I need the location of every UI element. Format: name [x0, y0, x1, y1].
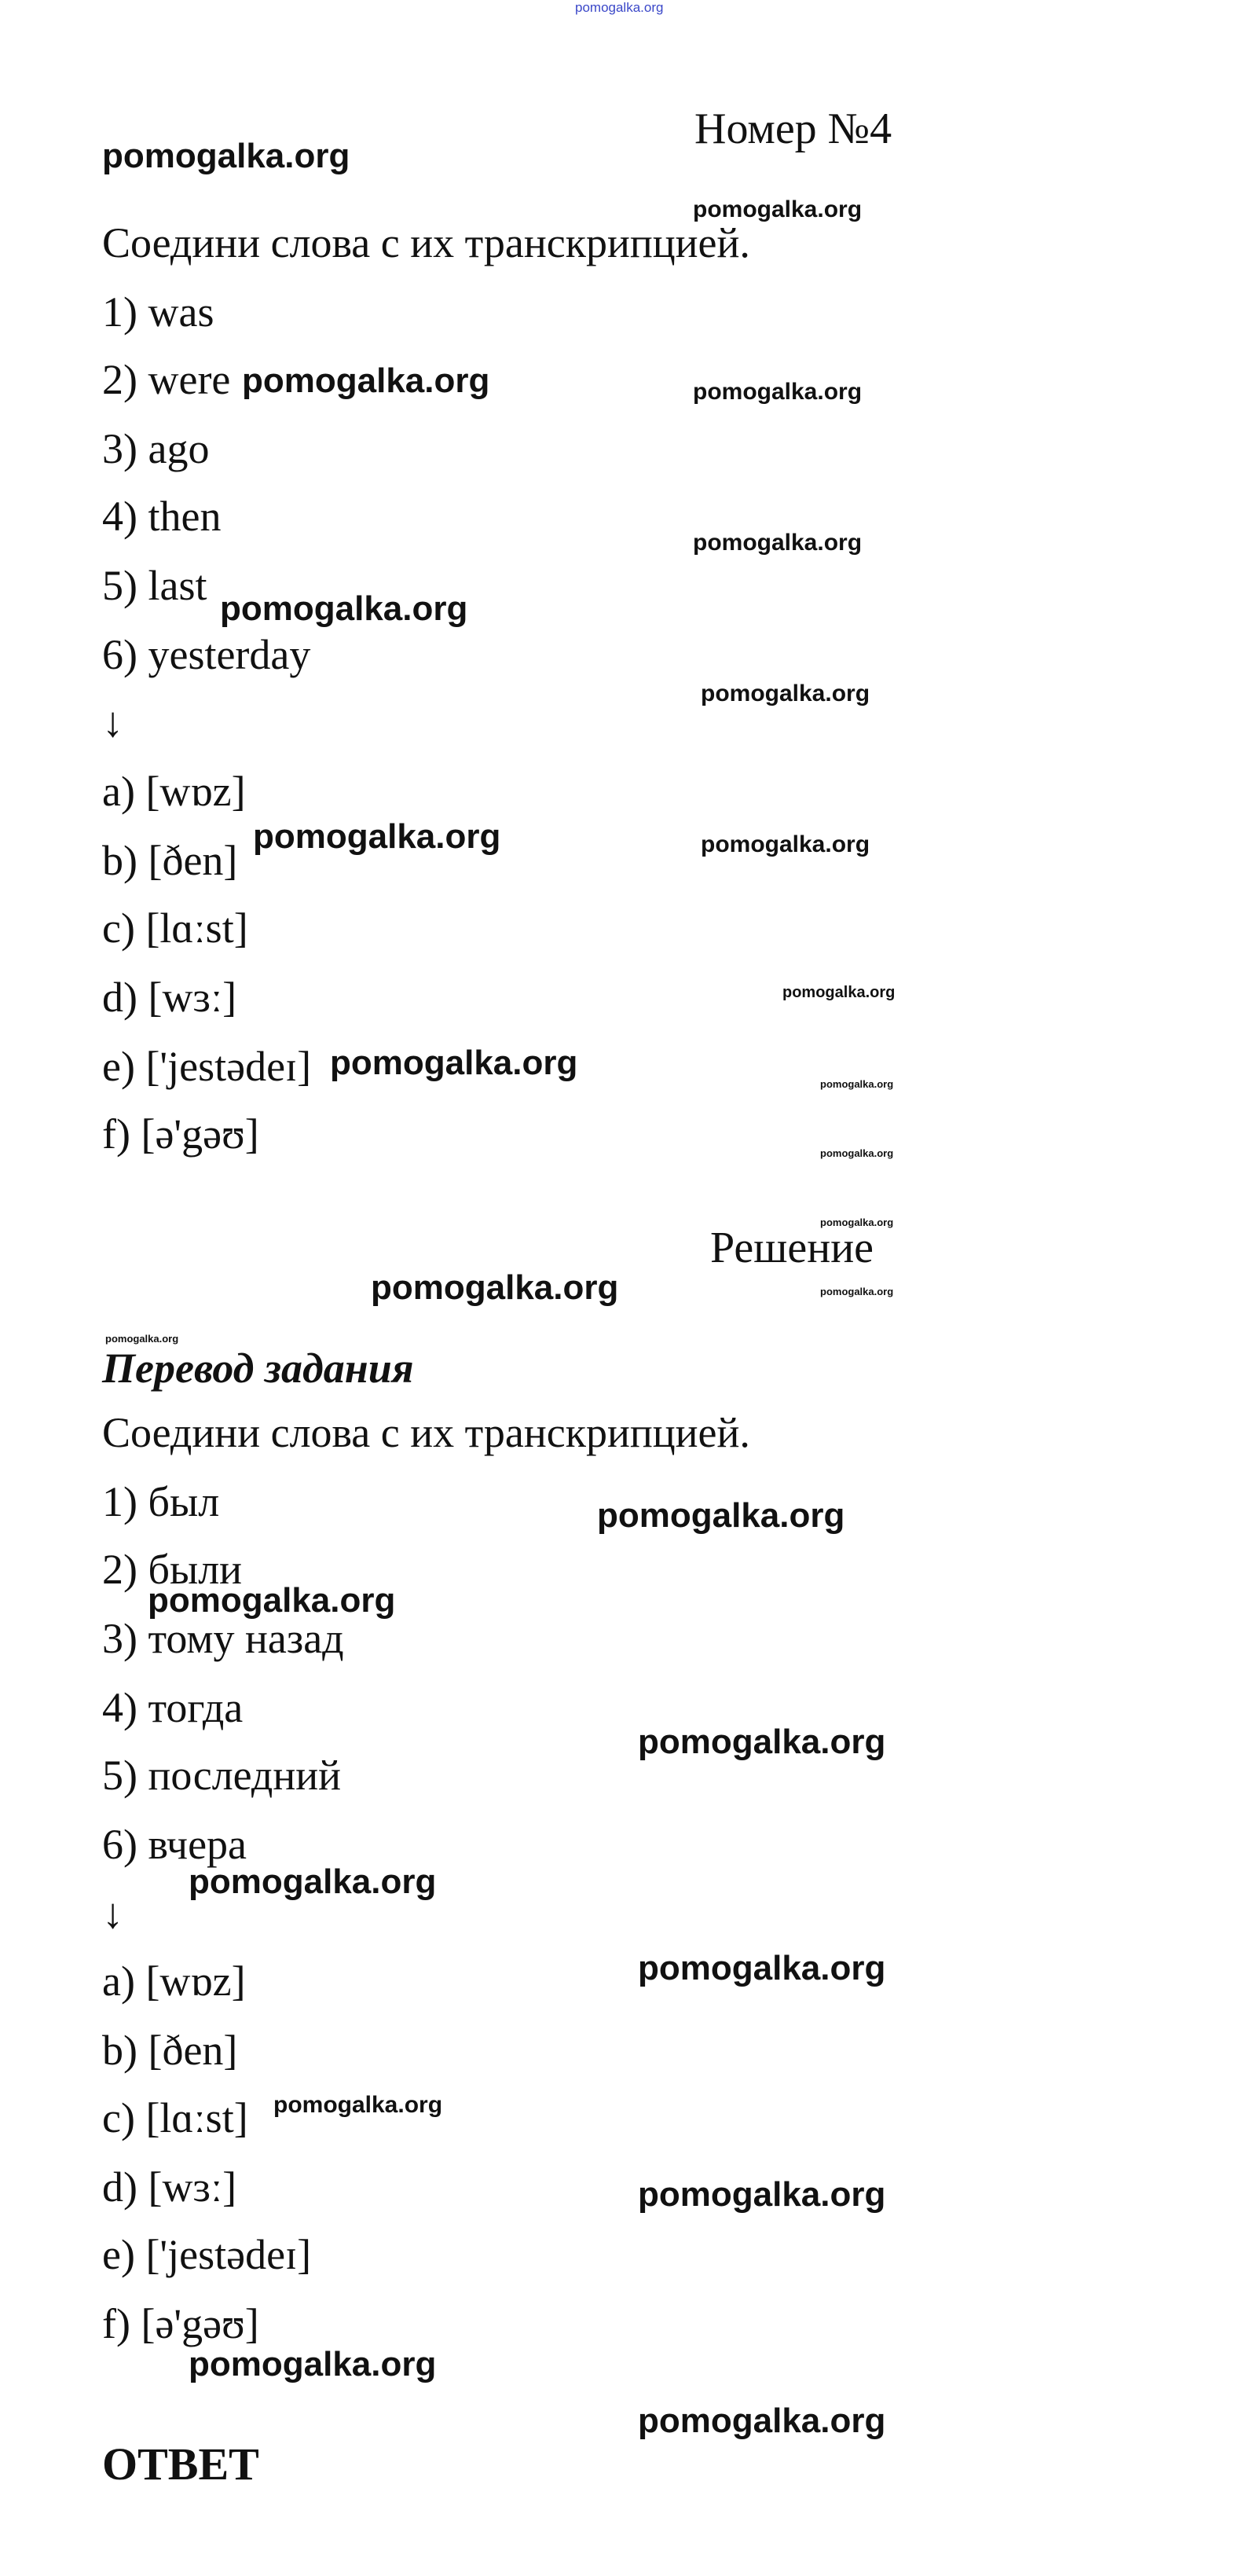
watermark: pomogalka.org [820, 1286, 894, 1297]
word-item: 3) ago [102, 425, 210, 472]
word-item: 2) were [102, 356, 231, 403]
watermark: pomogalka.org [189, 2345, 437, 2383]
watermark: pomogalka.org [105, 1333, 179, 1345]
word-item: 4) then [102, 493, 222, 540]
answer-label: ОТВЕТ [102, 2438, 259, 2490]
watermark: pomogalka.org [693, 196, 863, 222]
translation-word: 5) последний [102, 1752, 342, 1799]
solution-title: Решение [710, 1224, 874, 1272]
transcription-item: e) ['jestədeɪ] [102, 2231, 312, 2278]
watermark: pomogalka.org [693, 530, 863, 556]
watermark: pomogalka.org [148, 1581, 396, 1620]
transcription-item: c) [lɑːst] [102, 905, 248, 952]
transcription-item: b) [ðen] [102, 837, 238, 884]
watermark: pomogalka.org [242, 361, 490, 400]
watermark: pomogalka.org [273, 2092, 443, 2118]
arrow-down: ↓ [102, 699, 123, 746]
transcription-item: d) [wɜː] [102, 974, 237, 1021]
watermark: pomogalka.org [820, 1147, 894, 1159]
watermark: pomogalka.org [638, 2402, 886, 2440]
watermark: pomogalka.org [330, 1044, 578, 1082]
solution-instruction: Соедини слова с их транскрипцией. [102, 1409, 750, 1456]
watermark: pomogalka.org [820, 1216, 894, 1228]
watermark: pomogalka.org [371, 1268, 619, 1307]
watermark: pomogalka.org [693, 379, 863, 405]
watermark: pomogalka.org [253, 817, 501, 856]
translation-heading: Перевод задания [102, 1345, 414, 1392]
translation-word: 3) тому назад [102, 1615, 344, 1662]
transcription-item: d) [wɜː] [102, 2163, 237, 2211]
word-item: 5) last [102, 562, 207, 609]
transcription-item: c) [lɑːst] [102, 2094, 248, 2141]
watermark: pomogalka.org [597, 1496, 845, 1535]
transcription-item: a) [wɒz] [102, 1958, 246, 2005]
transcription-item: b) [ðen] [102, 2027, 238, 2074]
task-number: Номер №4 [694, 105, 892, 153]
watermark: pomogalka.org [701, 831, 870, 857]
word-item: 1) was [102, 288, 214, 336]
watermark: pomogalka.org [220, 589, 468, 628]
translation-word: 1) был [102, 1478, 220, 1525]
word-item: 6) yesterday [102, 631, 311, 678]
watermark: pomogalka.org [638, 1723, 886, 1761]
translation-word: 2) были [102, 1546, 243, 1593]
watermark: pomogalka.org [820, 1078, 894, 1090]
watermark: pomogalka.org [102, 137, 350, 175]
watermark: pomogalka.org [638, 2175, 886, 2214]
watermark: pomogalka.org [189, 1862, 437, 1901]
transcription-item: a) [wɒz] [102, 768, 246, 815]
transcription-item: f) [ə'gəʊ] [102, 1110, 259, 1158]
translation-word: 4) тогда [102, 1684, 244, 1731]
task-instruction: Соедини слова с их транскрипцией. [102, 219, 750, 266]
watermark: pomogalka.org [782, 984, 896, 1001]
top-watermark[interactable]: pomogalka.org [575, 0, 664, 15]
watermark: pomogalka.org [638, 1949, 886, 1987]
transcription-item: f) [ə'gəʊ] [102, 2300, 259, 2347]
translation-word: 6) вчера [102, 1821, 247, 1868]
transcription-item: e) ['jestədeɪ] [102, 1043, 312, 1090]
watermark: pomogalka.org [701, 681, 870, 706]
arrow-down: ↓ [102, 1890, 123, 1937]
